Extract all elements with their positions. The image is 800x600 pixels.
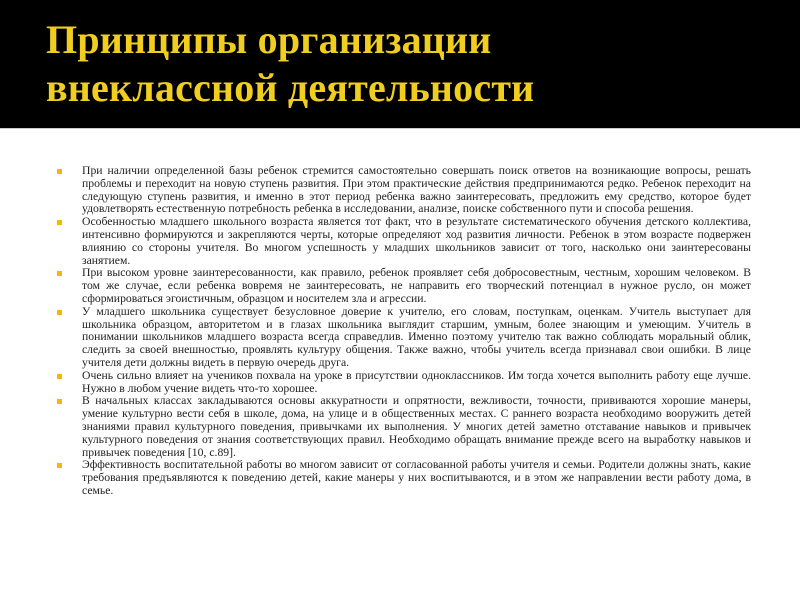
slide-title-line-1: Принципы организации [46,17,492,62]
bullet-item [57,459,751,497]
square-bullet-icon [57,463,62,468]
square-bullet-icon [57,271,62,276]
square-bullet-icon [57,169,62,174]
slide-title-line-2: внеклассной деятельности [46,65,535,110]
bullet-item [57,165,751,216]
title-separator [0,128,800,129]
slide-title [46,16,786,112]
bullet-item [57,306,751,370]
bullet-item [57,267,751,305]
bullet-text: У младшего школьника существует безусловное доверие к учителю, его словам, поступкам, оценкам. Учитель выступает для школьника образцом, авторитетом и в глазах школьника выглядит старшим, умным, более знающим и умеющим. Учитель в понимании школьников младшего возраста всегда справедлив. Именно поэтому учителю так важно соблюдать моральный облик, следить за своей внешностью, проявлять культуру общения. Также важно, чтобы учитель всегда признавал свои ошибки. В лице учителя дети должны видеть в первую очередь друга. [82,304,751,369]
bullet-text: При высоком уровне заинтересованности, как правило, ребенок проявляет себя добросовестным, честным, хорошим человеком. В том же случае, если ребенка вовремя не заинтересовать, не направить его творческий потенциал в нужное русло, он может сформироваться эгоистичным, образцом и носителем зла и агрессии. [82,266,751,305]
bullet-item [57,216,751,267]
bullet-text: Очень сильно влияет на учеников похвала на уроке в присутствии одноклассников. Им тогда хочется выполнить работу еще лучше. Нужно в любом учение видеть что-то хорошее. [82,368,751,395]
bullet-text: При наличии определенной базы ребенок стремится самостоятельно совершать поиск ответов на возникающие вопросы, решать проблемы и переходит на новую ступень развития. При этом практические действия предпринимаются редко. Ребенок переходит на следующую ступень развития, и именно в этот период ребенка важно заинтересовать, предложить ему средство, которое будет удовлетворять естественную потребность ребенка в исследовании, анализе, поиске собственного пути и способа решения. [82,164,751,216]
square-bullet-icon [57,399,62,404]
bullet-item [57,370,751,396]
square-bullet-icon [57,374,62,379]
title-bar [0,0,800,128]
bullet-list [57,165,751,498]
bullet-text: В начальных классах закладываются основы аккуратности и опрятности, вежливости, точности, прививаются хорошие манеры, умение культурно вести себя в школе, дома, на улице и в общественных местах. С раннего возраста необходимо вооружить детей знаниями правил культурного поведения, привычками их выполнения. У многих детей заметно отставание навыков и привычек культурного поведения от знания соответствующих правил. Необходимо обращать внимание прежде всего на выработку навыков и привычек поведения [10, с.89]. [82,394,751,459]
square-bullet-icon [57,310,62,315]
bullet-text: Эффективность воспитательной работы во многом зависит от согласованной работы учителя и семьи. Родители должны знать, какие требования предъявляются к поведению детей, какие манеры у них воспитываются, и в этом же направлении вести работу дома, в семье. [82,458,751,497]
bullet-item [57,395,751,459]
bullet-text: Особенностью младшего школьного возраста является тот факт, что в результате систематического обучения детского коллектива, интенсивно формируются и закрепляются черты, которые определяют ход развития личности. Ребенок в этом возрасте подвержен влиянию со стороны учителя. Во многом успешность у младших школьников зависит от того, насколько они заинтересованы занятием. [82,215,751,267]
square-bullet-icon [57,220,62,225]
